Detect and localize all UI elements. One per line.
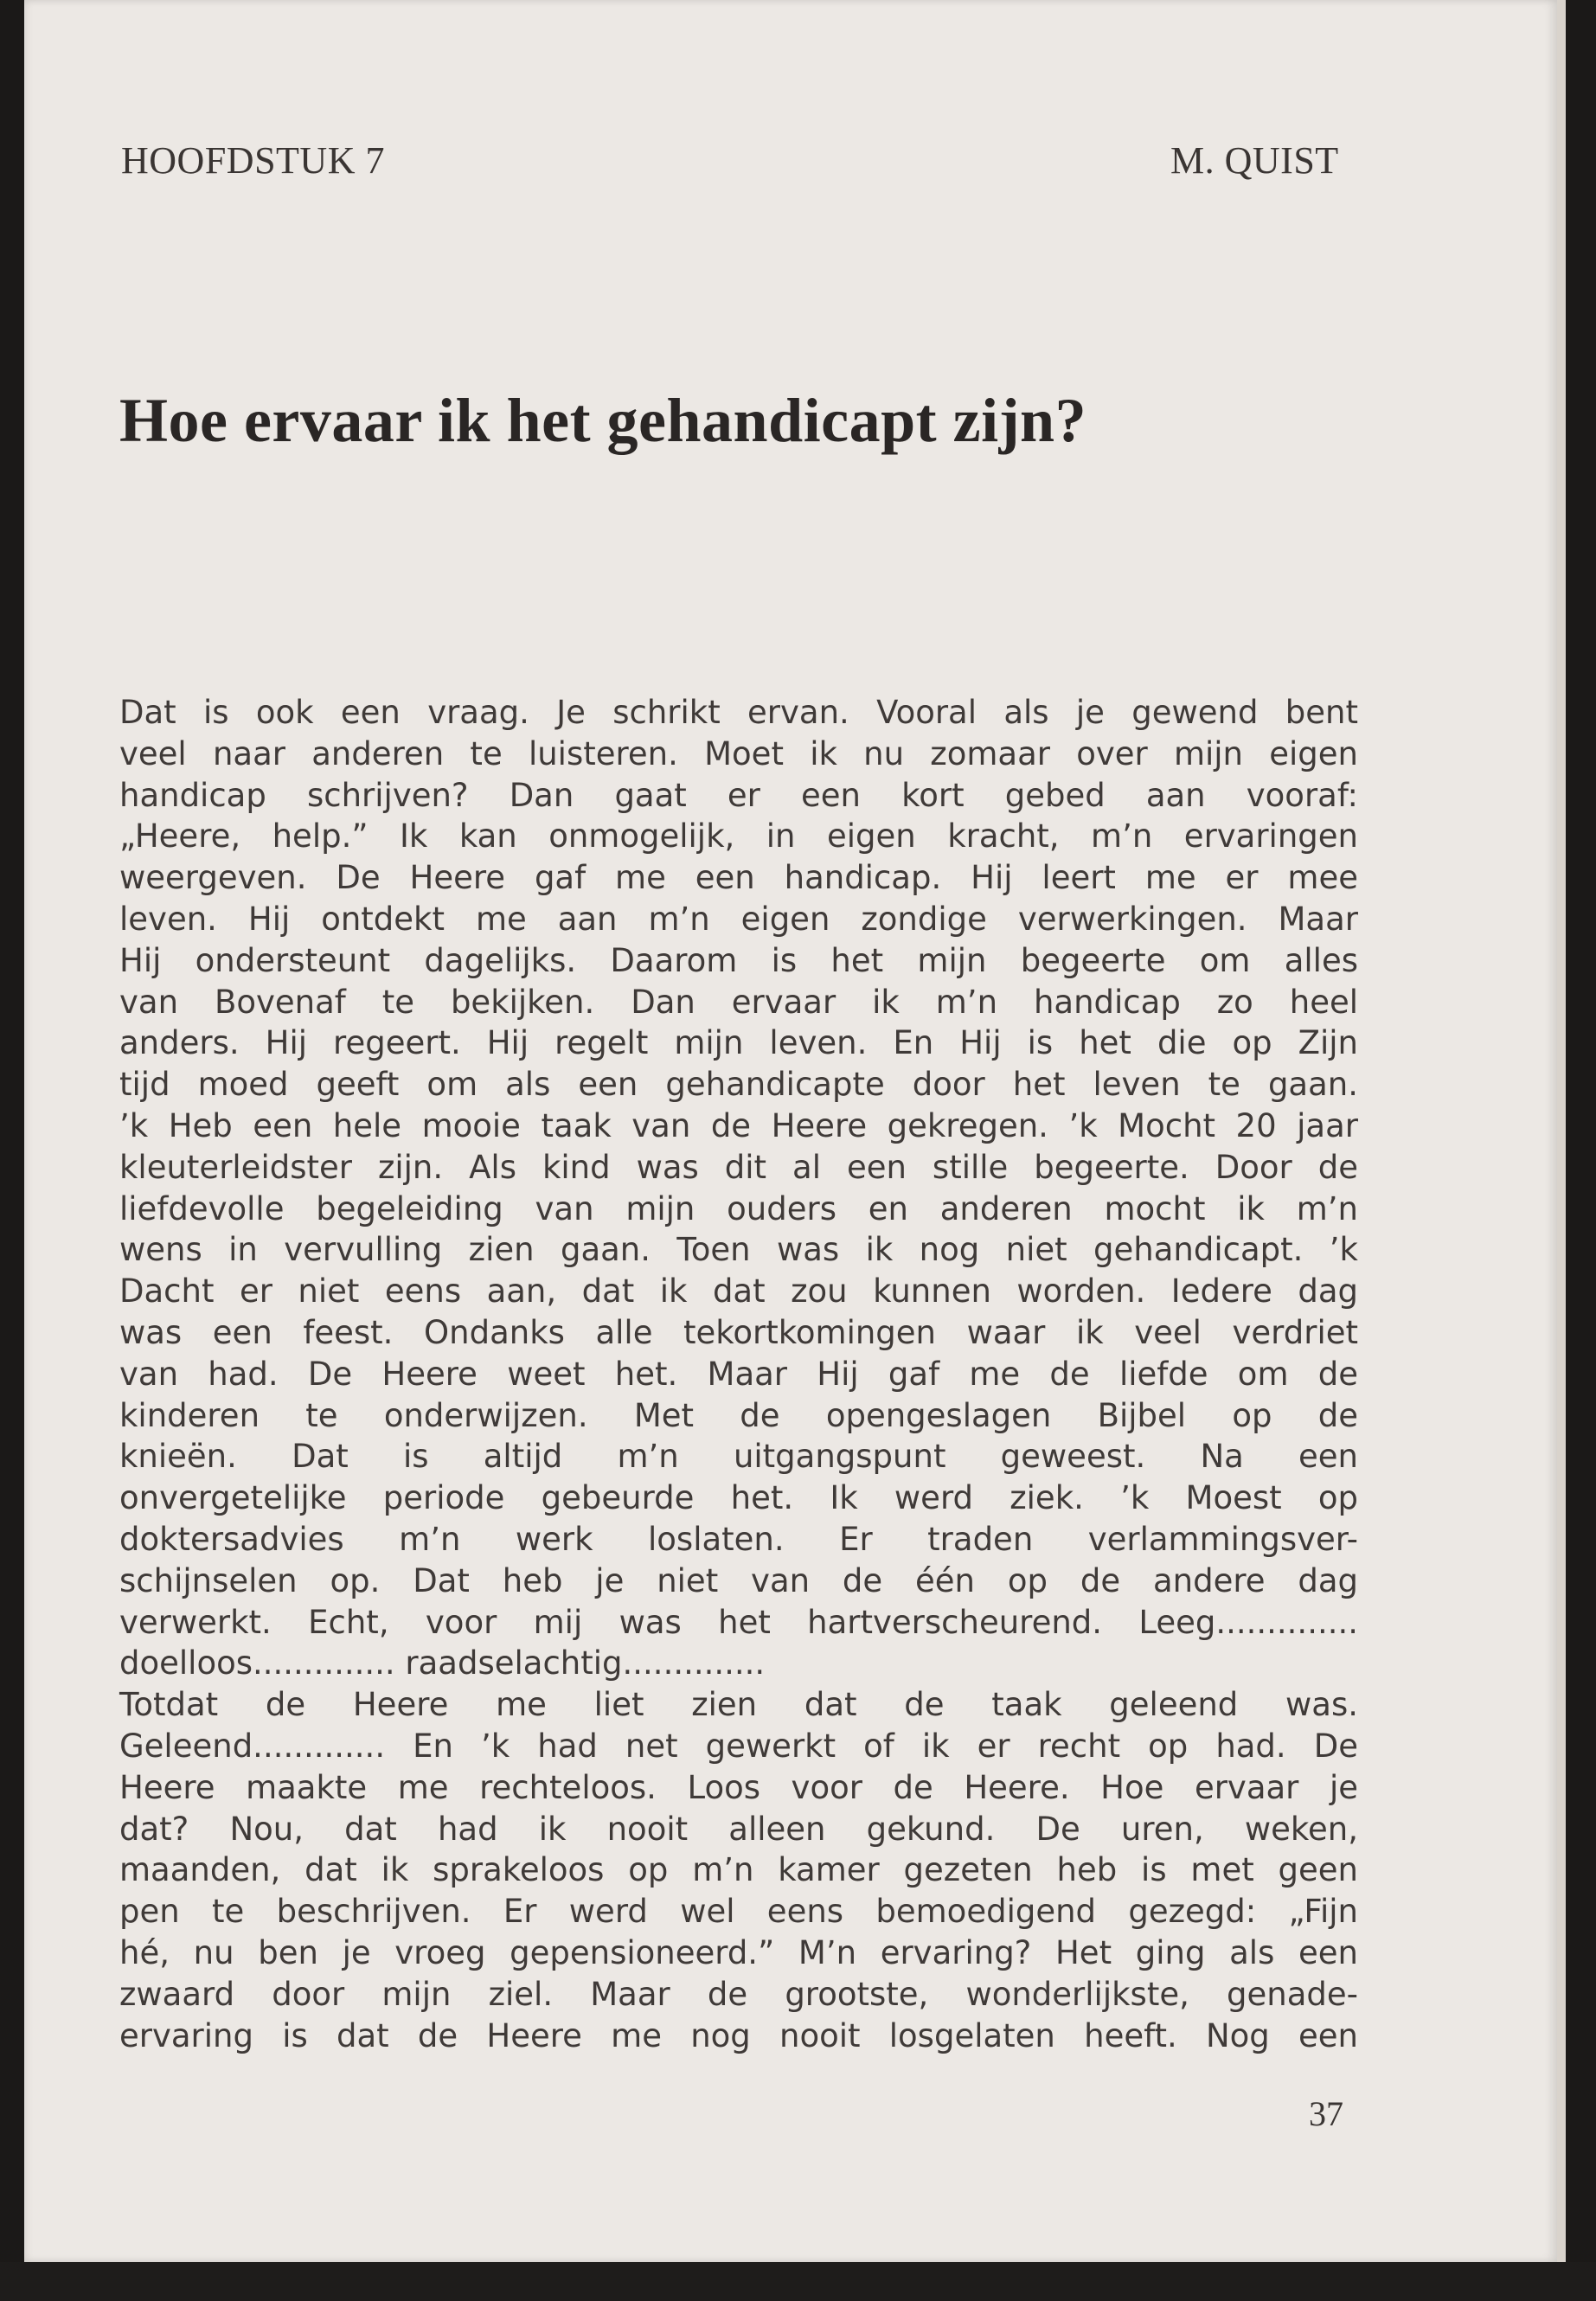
body-line: leven. Hij ontdekt me aan m’n eigen zondige verwerkingen. Maar: [119, 900, 1358, 938]
body-line: Geleend............. En ’k had net gewerkt of ik er recht op had. De: [119, 1727, 1358, 1765]
body-line: dat? Nou, dat had ik nooit alleen gekund. De uren, weken,: [119, 1810, 1358, 1848]
body-line: ’k Heb een hele mooie taak van de Heere gekregen. ’k Mocht 20 jaar: [119, 1106, 1358, 1144]
body-line: ervaring is dat de Heere me nog nooit losgelaten heeft. Nog een: [119, 2016, 1358, 2054]
body-line: Dat is ook een vraag. Je schrikt ervan. Vooral als je gewend bent: [119, 694, 1358, 731]
body-line: handicap schrijven? Dan gaat er een kort gebed aan vooraf:: [119, 776, 1358, 814]
body-line: Hij ondersteunt dagelijks. Daarom is het mijn begeerte om alles: [119, 941, 1358, 979]
page-number: 37: [1309, 2094, 1343, 2133]
body-line: knieën. Dat is altijd m’n uitgangspunt geweest. Na een: [119, 1438, 1358, 1476]
body-line: tijd moed geeft om als een gehandicapte door het leven te gaan.: [119, 1066, 1358, 1104]
body-line: schijnselen op. Dat heb je niet van de één op de andere dag: [119, 1561, 1358, 1599]
body-line: Totdat de Heere me liet zien dat de taak geleend was.: [119, 1686, 1358, 1724]
body-text: [119, 692, 1358, 2056]
body-line: doelloos.............. raadselachtig..............: [119, 1644, 766, 1682]
body-line: van had. De Heere weet het. Maar Hij gaf me de liefde om de: [119, 1355, 1358, 1393]
book-page: [24, 0, 1557, 2262]
body-line: maanden, dat ik sprakeloos op m’n kamer gezeten heb is met geen: [119, 1851, 1358, 1889]
body-line: anders. Hij regeert. Hij regelt mijn leven. En Hij is het die op Zijn: [119, 1024, 1358, 1062]
body-line: Heere maakte me rechteloos. Loos voor de Heere. Hoe ervaar je: [119, 1768, 1358, 1806]
body-line: was een feest. Ondanks alle tekortkomingen waar ik veel verdriet: [119, 1313, 1358, 1351]
body-line: doktersadvies m’n werk loslaten. Er traden verlammingsver-: [119, 1520, 1358, 1558]
body-line: veel naar anderen te luisteren. Moet ik nu zomaar over mijn eigen: [119, 734, 1358, 772]
body-line: zwaard door mijn ziel. Maar de grootste, wonderlijkste, genade-: [119, 1975, 1358, 2013]
body-line: pen te beschrijven. Er werd wel eens bemoedigend gezegd: „Fijn: [119, 1893, 1358, 1931]
chapter-heading: HOOFDSTUK 7: [121, 139, 385, 182]
author-heading: M. QUIST: [1170, 139, 1339, 182]
body-line: wens in vervulling zien gaan. Toen was ik nog niet gehandicapt. ’k: [119, 1231, 1358, 1269]
body-line: „Heere, help.” Ik kan onmogelijk, in eigen kracht, m’n ervaringen: [119, 817, 1358, 856]
body-line: liefdevolle begeleiding van mijn ouders en anderen mocht ik m’n: [119, 1189, 1358, 1227]
body-line: verwerkt. Echt, voor mij was het hartverscheurend. Leeg..............: [119, 1603, 1358, 1641]
scanner-bottom-strip: [0, 2262, 1596, 2301]
body-line: Dacht er niet eens aan, dat ik dat zou kunnen worden. Iedere dag: [119, 1272, 1358, 1311]
body-line: kinderen te onderwijzen. Met de opengeslagen Bijbel op de: [119, 1396, 1358, 1434]
body-line: onvergetelijke periode gebeurde het. Ik werd ziek. ’k Moest op: [119, 1479, 1358, 1517]
body-line: kleuterleidster zijn. Als kind was dit al een stille begeerte. Door de: [119, 1148, 1358, 1186]
body-line: van Bovenaf te bekijken. Dan ervaar ik m’n handicap zo heel: [119, 983, 1358, 1021]
body-line: hé, nu ben je vroeg gepensioneerd.” M’n ervaring? Het ging als een: [119, 1933, 1358, 1971]
page-edge: [1557, 0, 1566, 2262]
body-line: weergeven. De Heere gaf me een handicap. Hij leert me er mee: [119, 859, 1358, 897]
page-title: Hoe ervaar ik het gehandicapt zijn?: [119, 386, 1087, 455]
